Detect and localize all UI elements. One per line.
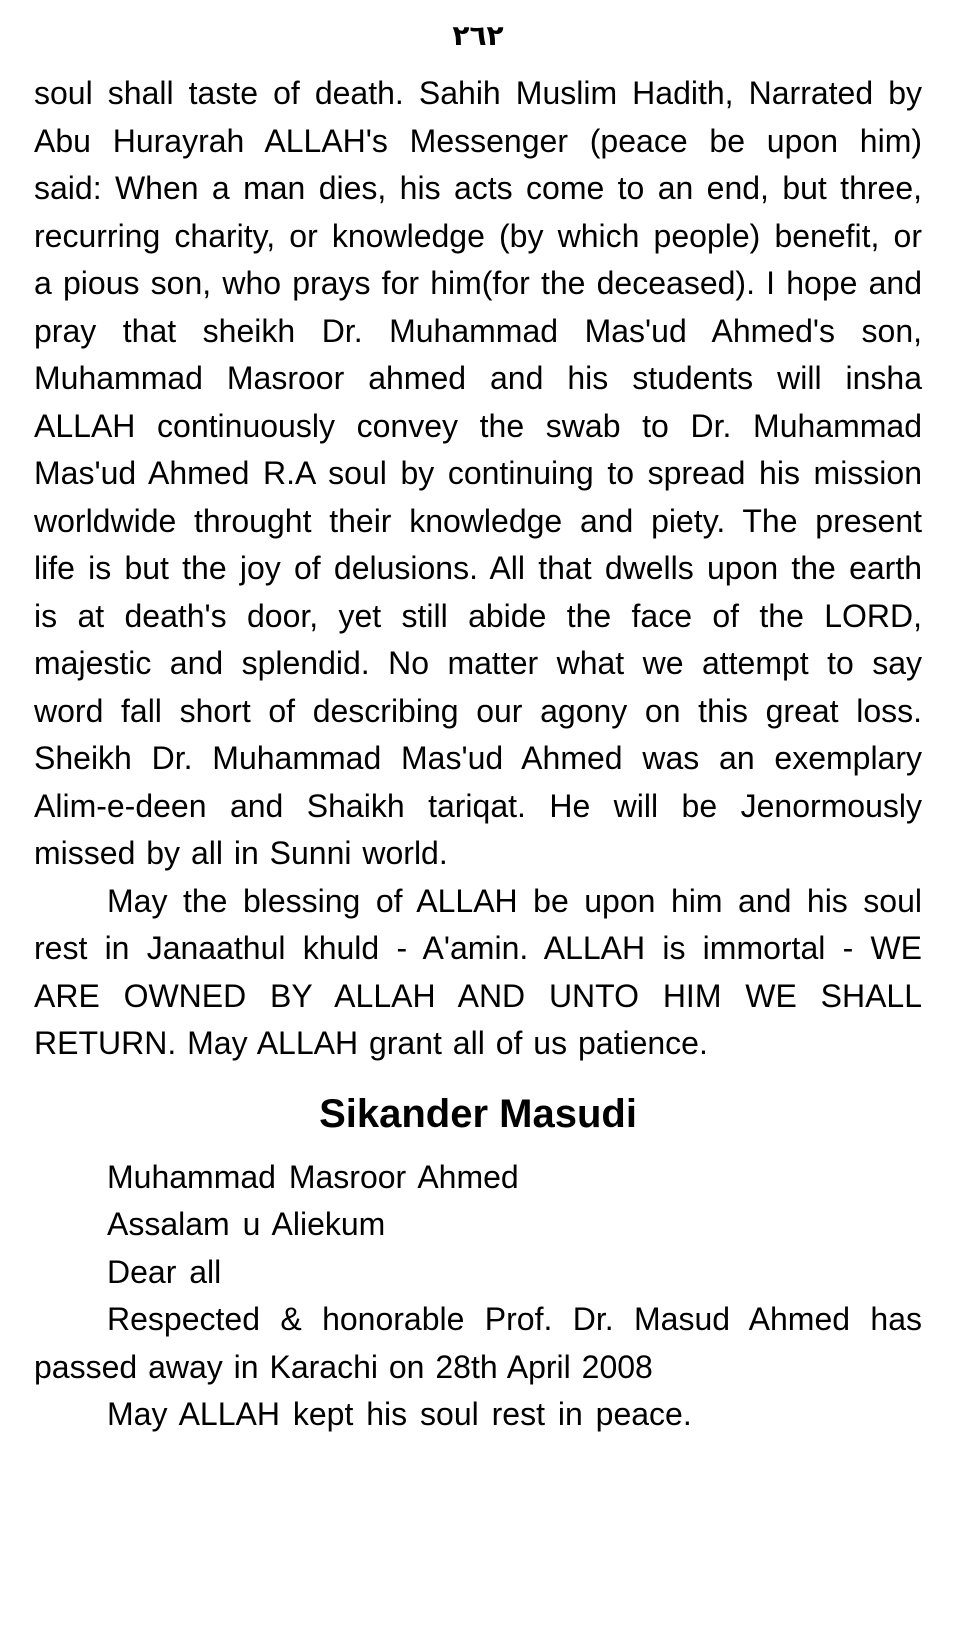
letter-prayer: May ALLAH kept his soul rest in peace.: [107, 1396, 692, 1432]
document-page: [34, 0, 922, 1439]
letter-salutation: Dear all: [107, 1253, 222, 1290]
page-number: ٢٦٢: [452, 19, 504, 52]
letter-greeting: Assalam u Aliekum: [107, 1206, 386, 1242]
letter-announcement: Respected & honorable Prof. Dr. Masud Ahmed has passed away in Karachi on 28th April 2008: [34, 1301, 922, 1385]
author-heading: Sikander Masudi: [319, 1091, 637, 1136]
paragraph-continuation: soul shall taste of death. Sahih Muslim Hadith, Narrated by Abu Hurayrah ALLAH's Messenger (peace be upon him) said: When a man dies, his acts come to an end, but three, recurring charity, or knowledge (by which people) benefit, or a pious son, who prays for him(for the deceased). I hope and pray that sheikh Dr. Muhammad Mas'ud Ahmed's son, Muhammad Masroor ahmed and his students will insha ALLAH continuously convey the swab to Dr. Muhammad Mas'ud Ahmed R.A soul by continuing to spread his mission worldwide throught their knowledge and piety. The present life is but the joy of delusions. All that dwells upon the earth is at death's door, yet still abide the face of the LORD, majestic and splendid. No matter what we attempt to say word fall short of describing our agony on this great loss. Sheikh Dr. Muhammad Mas'ud Ahmed was an exemplary Alim-e-deen and Shaikh tariqat. He will be Jenormously missed by all in Sunni world.: [34, 75, 922, 871]
paragraph-blessing: May the blessing of ALLAH be upon him and his soul rest in Janaathul khuld - A'amin. ALLAH is immortal - WE ARE OWNED BY ALLAH AND UNTO HIM WE SHALL RETURN. May ALLAH grant all of us patience.: [34, 882, 922, 1061]
letter-recipient: Muhammad Masroor Ahmed: [107, 1158, 519, 1195]
